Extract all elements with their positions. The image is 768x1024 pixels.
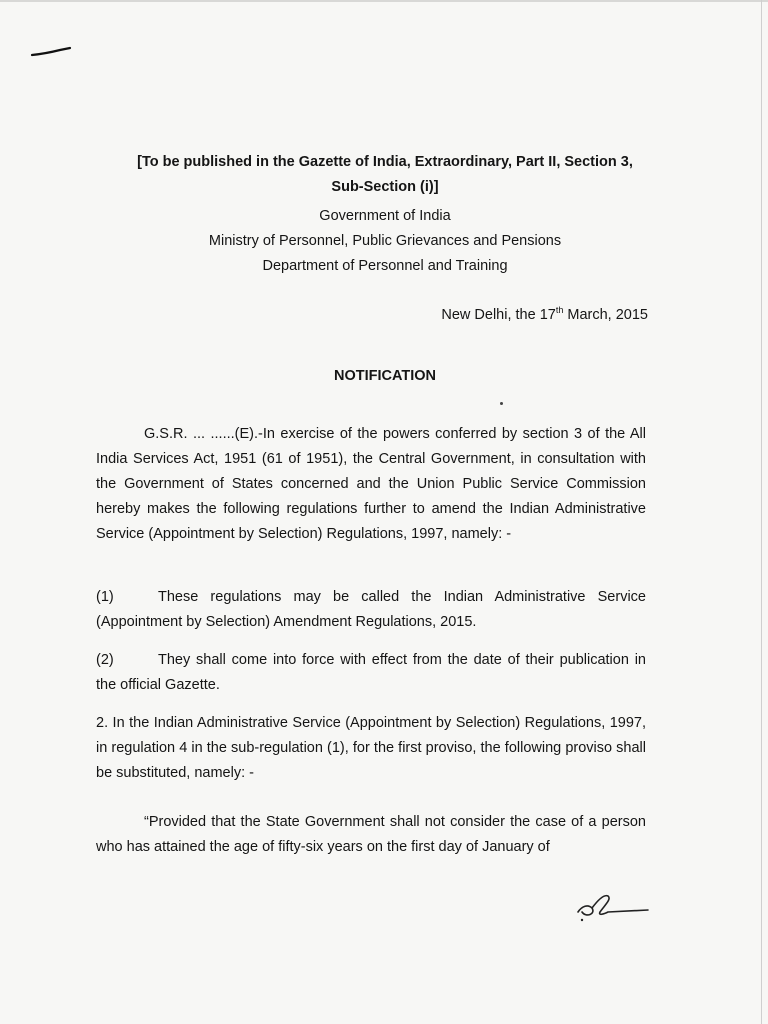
pen-mark-icon: [30, 46, 72, 58]
clause-1-text: These regulations may be called the Indian Administrative Service (Appointment by Selection) Amendment Regulations, 2015.: [96, 589, 646, 630]
gazette-heading-line1: [To be published in the Gazette of India, Extraordinary, Part II, Section 3,: [137, 154, 633, 170]
government-name: Government of India: [319, 208, 451, 224]
date-prefix: New Delhi, the 17: [441, 307, 556, 323]
date-suffix: March, 2015: [563, 307, 648, 323]
gazette-heading-line2: Sub-Section (i)]: [331, 179, 439, 195]
clause-2-number: (2): [96, 652, 114, 668]
signature-initials-icon: [574, 890, 654, 926]
scan-speck: [500, 402, 503, 405]
clause-1: [96, 585, 646, 635]
scan-right-edge: [761, 0, 762, 1024]
ministry-name: Ministry of Personnel, Public Grievances and Pensions: [208, 233, 562, 249]
clause-1-number: (1): [96, 589, 114, 605]
date-superscript: th: [555, 305, 564, 316]
section-2-paragraph: 2. In the Indian Administrative Service (Appointment by Selection) Regulations, 1997, in regulation 4 in the sub-regulation (1), for the first proviso, the following proviso shall be substituted, namely: -: [96, 715, 646, 781]
notification-title: NOTIFICATION: [333, 368, 437, 384]
issuing-authority: [110, 204, 660, 279]
place-date: [441, 305, 648, 325]
proviso-paragraph: [96, 810, 646, 860]
clause-2: [96, 648, 646, 698]
scan-top-edge: [0, 0, 768, 2]
preamble-text: G.S.R. ... ......(E).-In exercise of the powers conferred by section 3 of the All India Services Act, 1951 (61 of 1951), the Central Government, in consultation with the Government of States concerned and the Union Public Service Commission hereby makes the following regulations further to amend the Indian Administrative Service (Appointment by Selection) Regulations, 1997, namely: -: [96, 426, 646, 542]
preamble-paragraph: [96, 422, 646, 547]
gazette-heading: [90, 151, 680, 198]
proviso-text: “Provided that the State Government shall not consider the case of a person who has attained the age of fifty-six years on the first day of January of: [96, 814, 646, 855]
department-name: Department of Personnel and Training: [262, 258, 508, 274]
clause-2-text: They shall come into force with effect from the date of their publication in the official Gazette.: [96, 652, 646, 693]
